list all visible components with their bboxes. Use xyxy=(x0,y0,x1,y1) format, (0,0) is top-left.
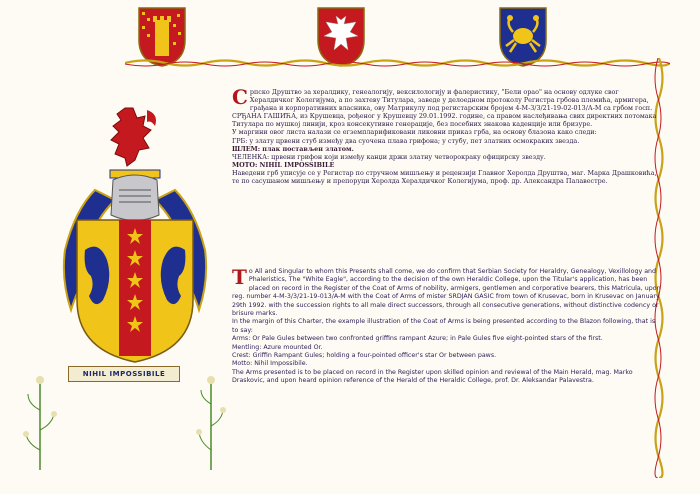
latin-paragraph-6: Motto: Nihil Impossibile. xyxy=(232,360,308,368)
cyrillic-paragraph-1: рпско Друштво за хералдику, генеалогију, вексилологију и фалеристику, "Бели орао" на основу одлуке свог Хералдичког Колегијума, а по захтеву Титулара, заведе у делоедном протоколу Регистра грбова племића, армигера, грађана и корпоративних власника, ову Матрикулу под регистарским бројем 4-М-3/3/21-19-02-013/А-М са грбом госп. СРЂАНА ГАШИЋА, из Крушевца, рођеног у Крушевцу 29.01.1992. године, са правом наслеђивања свих директних потомака Титулара по мушкој линији, кроз консекутивне генерације, без посебних знакова каденције или бризуре. xyxy=(232,88,657,129)
flower-ornament-left xyxy=(20,370,60,470)
latin-text xyxy=(232,265,662,386)
cyrillic-paragraph-2: У маргини овог листа налази се егземпларификовани ликовни приказ грба, на основу блазона како следи: xyxy=(232,128,597,137)
latin-dropcap: T xyxy=(232,265,247,289)
latin-paragraph-2: In the margin of this Charter, the example illustration of the Coat of Arms is being presented according to the Blazon following, that is to say: xyxy=(232,318,656,334)
cyrillic-paragraph-6: МОТО: NIHIL IMPOSSIBILE xyxy=(232,160,335,169)
cyrillic-dropcap: С xyxy=(232,85,248,109)
cyrillic-paragraph-4: ШЛЕМ: плак постављен златом. xyxy=(232,144,354,153)
cyrillic-text xyxy=(232,85,662,186)
cyrillic-paragraph-5: ЧЕЛЕНКА: црвени грифон који између канџи држи златну четворокраку официрску звезду. xyxy=(232,152,546,161)
coat-of-arms xyxy=(55,100,215,400)
latin-paragraph-1: o All and Singular to whom this Presents shall come, we do confirm that Serbian Society for Heraldry, Genealogy, Vexillology and Phaleristics, The "White Eagle", according to the decision of the own Heraldic College, upon the Titular's application, has been placed on record in the Register of the Coat of Arms of nobility, armigers, gentlemen and corporative bearers, this Matricula, upon reg. number 4-M-3/3/21-19-013/A-M with the Coat of Arms of mister SRDJAN GASIC from town of Krusevac, born in Krusevac on January 29th 1992. with the succession rights to all male direct successors, through all consecutive generations, without distinctive codency or brisure marks. xyxy=(232,268,661,318)
latin-paragraph-5: Crest: Griffin Rampant Gules; holding a four-pointed officer's star Or between paws. xyxy=(232,352,497,360)
motto-scroll: NIHIL IMPOSSIBILE xyxy=(68,366,180,382)
cyrillic-paragraph-3: ГРБ: у злату црвени стуб између два суочена плава грифона; у стубу, пет златних осмокраких звезда. xyxy=(232,136,580,145)
latin-paragraph-3: Arms: Or Pale Gules between two confronted griffins rampant Azure; in Pale Gules five eight-pointed stars of the first. xyxy=(232,335,603,343)
latin-paragraph-4: Mentling: Azure mounted Or. xyxy=(232,343,323,351)
top-vine-ornament xyxy=(125,58,670,68)
cyrillic-paragraph-7: Наведени грб уписује се у Регистар по стручном мишљењу и рецензији Главног Херолда Друштва, маг. Марка Драшковића, те по сасушаном мишљењу и препоруци Херолда Хералдичког Колегијума, проф. др. Александра Палавестре. xyxy=(232,168,657,186)
latin-paragraph-7: The Arms presented is to be placed on record in the Register upon skilled opinion and reviewal of the Main Herald, mag. Marko Draskovic, and upon heard opinion reference of the Herald of the Heraldic College, prof. Dr. Aleksandar Palavestra. xyxy=(232,368,633,385)
flower-ornament-right xyxy=(196,370,226,470)
